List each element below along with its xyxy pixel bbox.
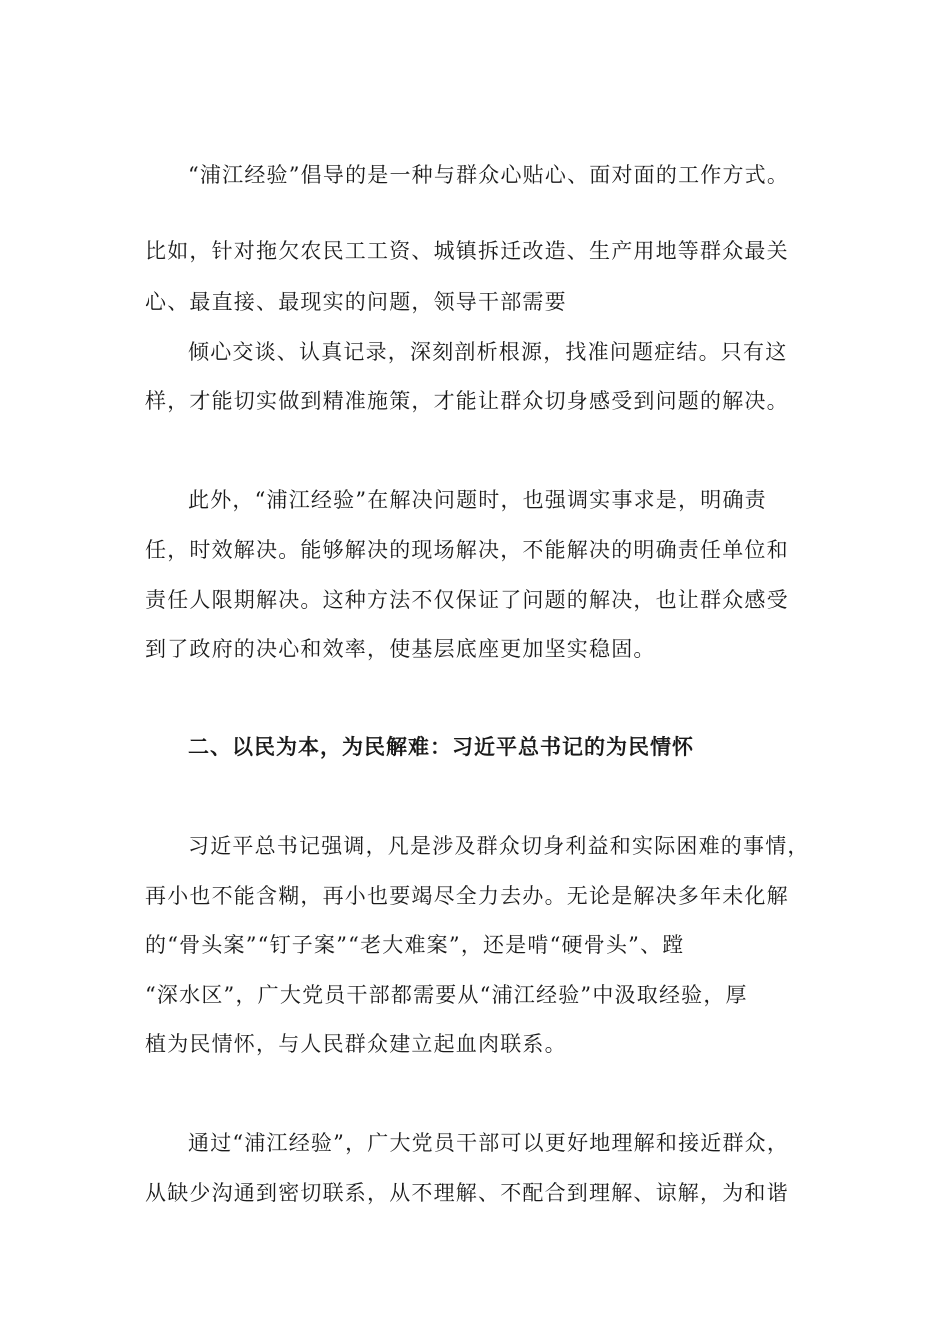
paragraph-2-line-1: 倾心交谈、认真记录，深刻剖析根源，找准问题症结。只有这 <box>188 340 788 364</box>
paragraph-4-line-1: 习近平总书记强调，凡是涉及群众切身利益和实际困难的事情， <box>188 834 810 858</box>
paragraph-1-line-3: 心、最直接、最现实的问题，领导干部需要 <box>145 290 567 314</box>
paragraph-4-line-5: 植为民情怀，与人民群众建立起血肉联系。 <box>145 1032 567 1056</box>
paragraph-3-line-2: 任，时效解决。能够解决的现场解决，不能解决的明确责任单位和 <box>145 538 789 562</box>
paragraph-5-line-2: 从缺少沟通到密切联系，从不理解、不配合到理解、谅解，为和谐 <box>145 1181 789 1205</box>
paragraph-2-line-2: 样，才能切实做到精准施策，才能让群众切身感受到问题的解决。 <box>145 389 789 413</box>
paragraph-1-line-2: 比如，针对拖欠农民工工资、城镇拆迁改造、生产用地等群众最关 <box>145 239 789 263</box>
paragraph-1-line-1: “浦江经验”倡导的是一种与群众心贴心、面对面的工作方式。 <box>188 163 790 187</box>
paragraph-4-line-3: 的“骨头案”“钉子案”“老大难案”，还是啃“硬骨头”、蹚 <box>145 933 685 957</box>
paragraph-3-line-4: 到了政府的决心和效率，使基层底座更加坚实稳固。 <box>145 637 656 661</box>
paragraph-5-line-1: 通过“浦江经验”，广大党员干部可以更好地理解和接近群众， <box>188 1131 790 1155</box>
paragraph-3-line-1: 此外，“浦江经验”在解决问题时，也强调实事求是，明确责 <box>188 488 767 512</box>
section-heading: 二、以民为本，为民解难：习近平总书记的为民情怀 <box>188 734 694 759</box>
paragraph-4-line-2: 再小也不能含糊，再小也要竭尽全力去办。无论是解决多年未化解 <box>145 884 789 908</box>
paragraph-3-line-3: 责任人限期解决。这种方法不仅保证了问题的解决，也让群众感受 <box>145 588 789 612</box>
paragraph-4-line-4: “深水区”，广大党员干部都需要从“浦江经验”中汲取经验，厚 <box>145 983 748 1007</box>
